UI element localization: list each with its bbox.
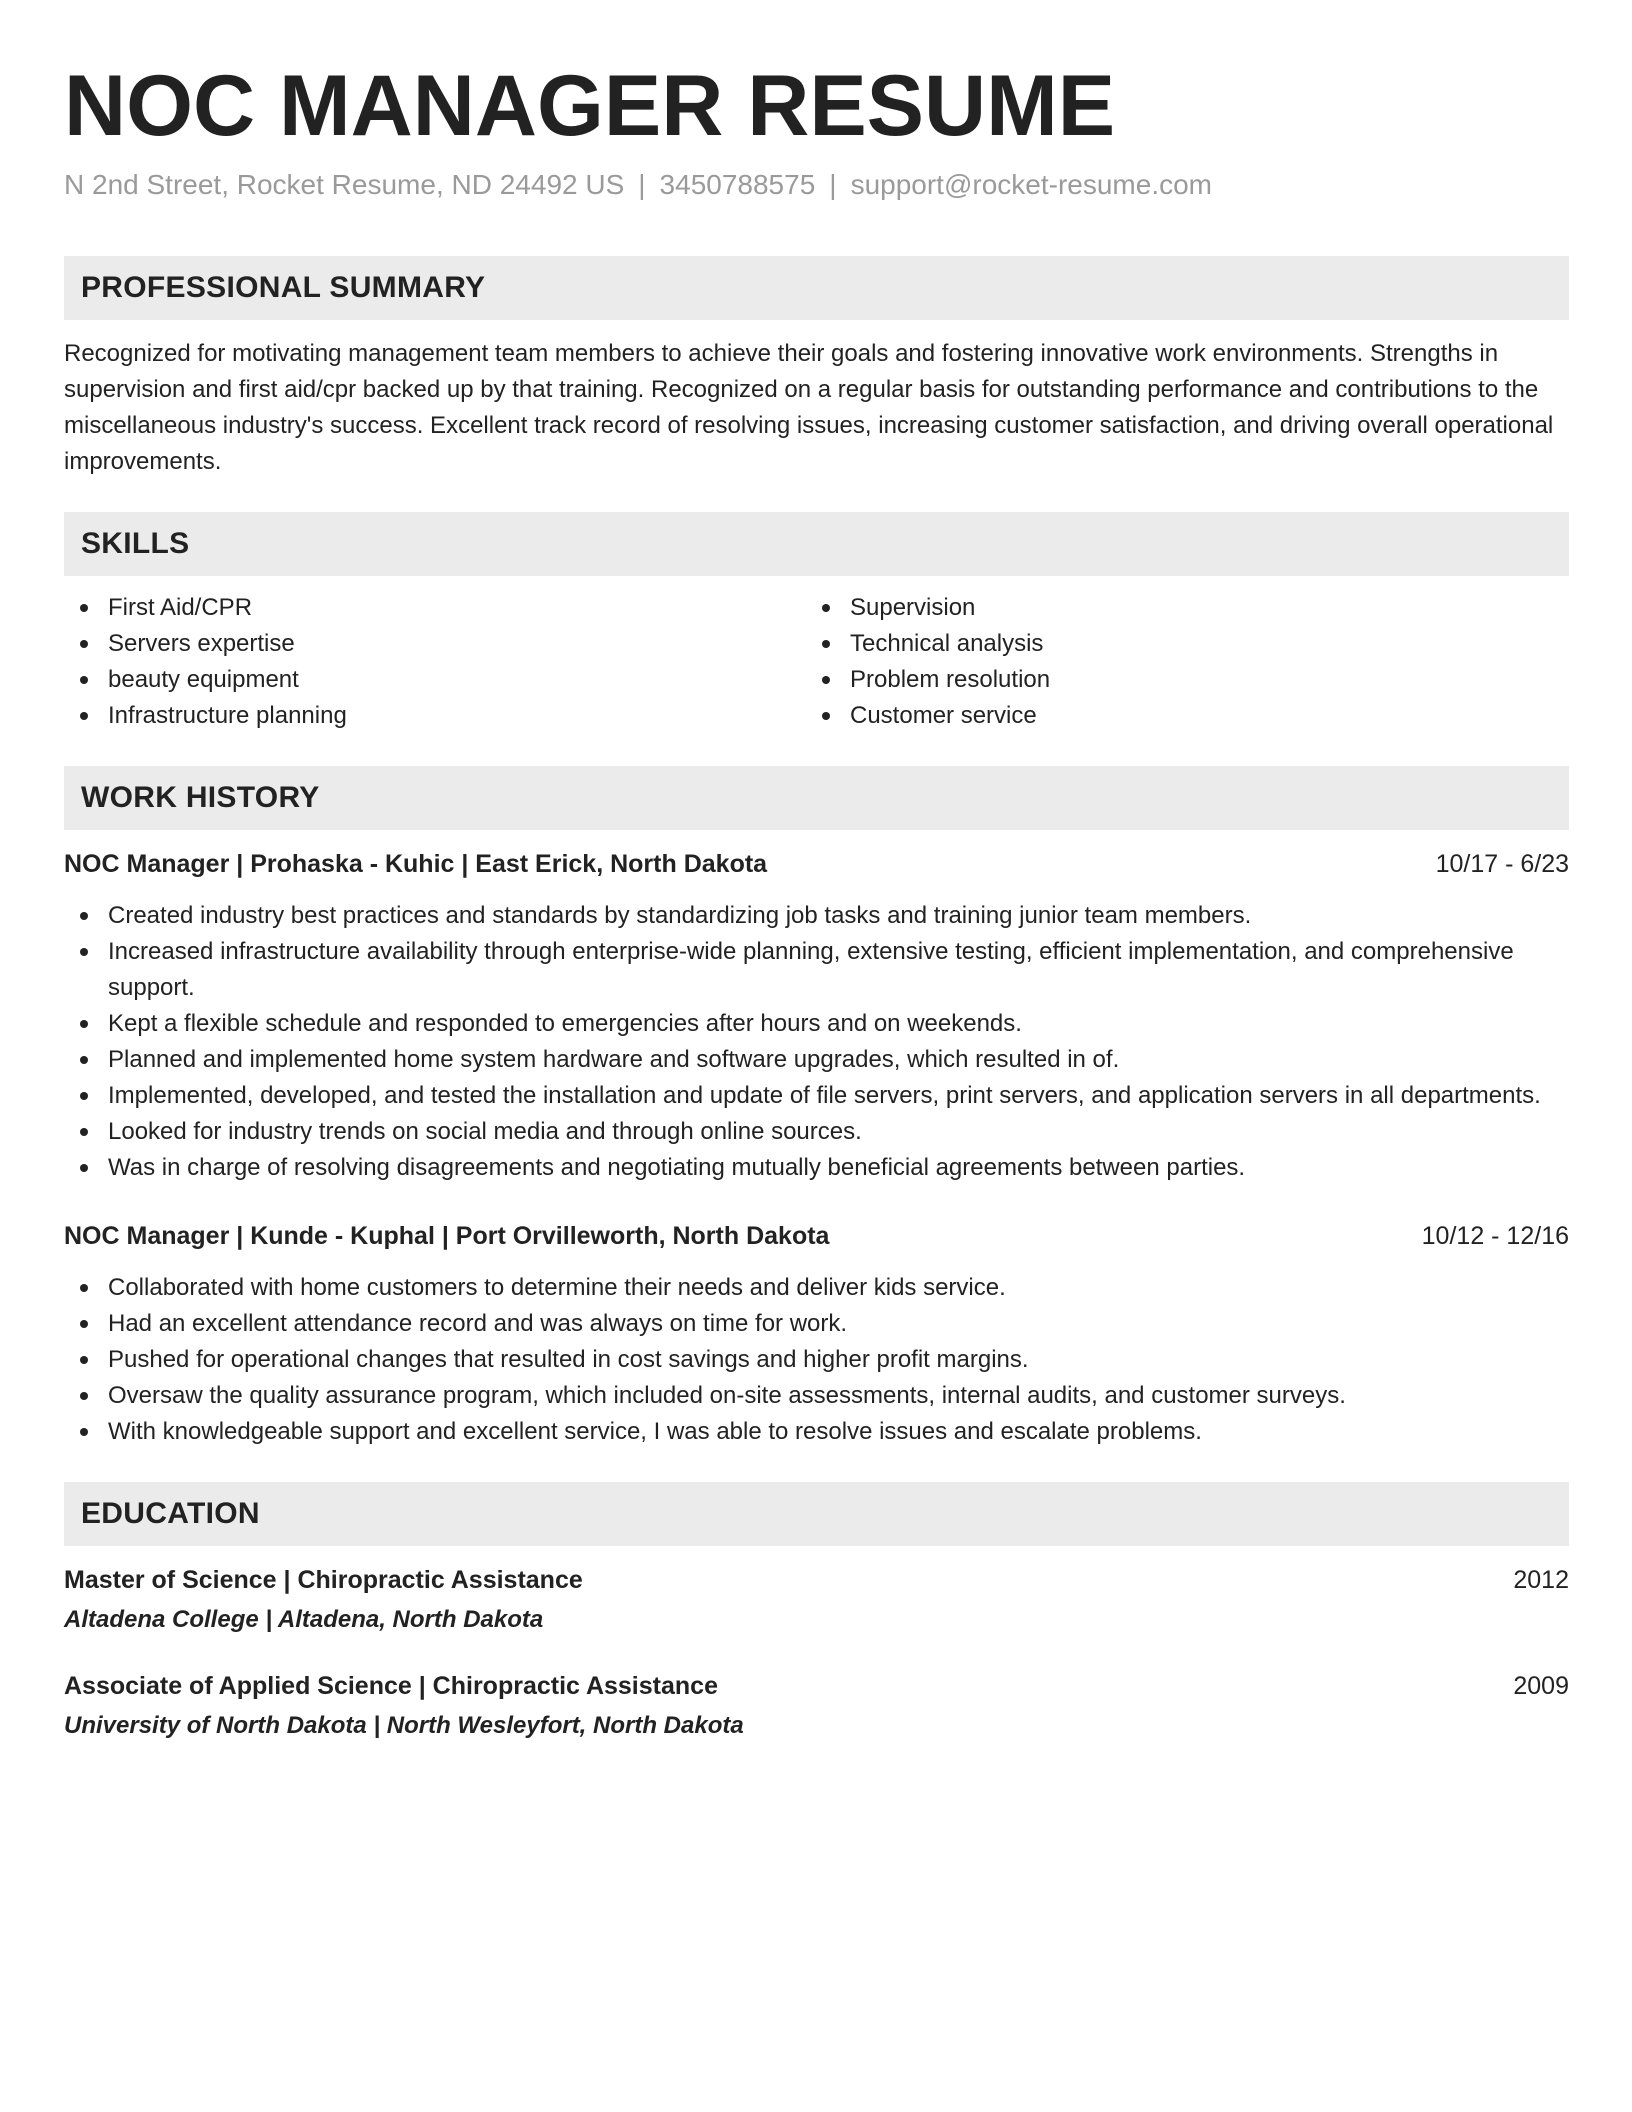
skill-item: Problem resolution (806, 662, 1548, 698)
contact-separator: | (829, 169, 837, 200)
skill-item: Servers expertise (64, 626, 806, 662)
job-bullet: Planned and implemented home system hardware and software upgrades, which resulted in of. (64, 1042, 1569, 1078)
resume-page (64, 0, 1569, 1744)
graduation-year: 2012 (1513, 1566, 1569, 1594)
job-entry (64, 846, 1569, 1186)
education-entry (64, 1668, 1569, 1744)
graduation-year: 2009 (1513, 1672, 1569, 1700)
degree-title: Master of Science | Chiropractic Assistance (64, 1566, 583, 1594)
phone-text: 3450788575 (659, 169, 816, 200)
school-name: Altadena College | Altadena, North Dakota (64, 1606, 544, 1633)
skill-item: Customer service (806, 698, 1548, 734)
email-text: support@rocket-resume.com (850, 169, 1212, 200)
address-text: N 2nd Street, Rocket Resume, ND 24492 US (64, 169, 625, 200)
job-dates: 10/17 - 6/23 (1435, 850, 1569, 878)
job-bullet: Oversaw the quality assurance program, which included on-site assessments, internal audits, and customer surveys. (64, 1378, 1569, 1414)
skill-item: Infrastructure planning (64, 698, 806, 734)
job-bullet: Increased infrastructure availability through enterprise-wide planning, extensive testing, efficient implementation, and comprehensive support. (64, 934, 1569, 1006)
school-name: University of North Dakota | North Wesleyfort, North Dakota (64, 1712, 744, 1739)
summary-text: Recognized for motivating management team members to achieve their goals and fostering innovative work environments. Strengths in supervision and first aid/cpr backed up by that training. Recognized on a regular basis for outstanding performance and contributions to the miscellaneous industry's success. Excellent track record of resolving issues, increasing customer satisfaction, and driving overall operational improvements. (64, 340, 1554, 475)
skills-list (64, 590, 1569, 734)
education-entry (64, 1562, 1569, 1638)
degree-title: Associate of Applied Science | Chiropractic Assistance (64, 1672, 718, 1700)
job-dates: 10/12 - 12/16 (1421, 1222, 1569, 1250)
contact-separator: | (638, 169, 646, 200)
job-bullet: Kept a flexible schedule and responded to emergencies after hours and on weekends. (64, 1006, 1569, 1042)
skills-heading: SKILLS (64, 512, 1569, 576)
job-bullet: Created industry best practices and standards by standardizing job tasks and training junior team members. (64, 898, 1569, 934)
education-header (64, 1668, 1569, 1704)
work-history-heading: WORK HISTORY (64, 766, 1569, 830)
job-bullet: Had an excellent attendance record and was always on time for work. (64, 1306, 1569, 1342)
job-bullet: Collaborated with home customers to determine their needs and deliver kids service. (64, 1270, 1569, 1306)
skill-item: First Aid/CPR (64, 590, 806, 626)
job-bullet: Implemented, developed, and tested the installation and update of file servers, print servers, and application servers in all departments. (64, 1078, 1569, 1114)
contact-line (64, 168, 1569, 202)
education-header (64, 1562, 1569, 1598)
job-bullet: With knowledgeable support and excellent service, I was able to resolve issues and escalate problems. (64, 1414, 1569, 1450)
summary-heading: PROFESSIONAL SUMMARY (64, 256, 1569, 320)
education-heading: EDUCATION (64, 1482, 1569, 1546)
job-bullets (64, 1270, 1569, 1450)
job-entry (64, 1218, 1569, 1450)
job-bullet: Looked for industry trends on social media and through online sources. (64, 1114, 1569, 1150)
skill-item: beauty equipment (64, 662, 806, 698)
job-bullet: Was in charge of resolving disagreements and negotiating mutually beneficial agreements between parties. (64, 1150, 1569, 1186)
job-bullets (64, 898, 1569, 1186)
resume-title: NOC MANAGER RESUME (64, 58, 1116, 154)
job-title: NOC Manager | Kunde - Kuphal | Port Orvilleworth, North Dakota (64, 1222, 830, 1250)
job-title: NOC Manager | Prohaska - Kuhic | East Erick, North Dakota (64, 850, 768, 878)
job-header (64, 846, 1569, 882)
skill-item: Technical analysis (806, 626, 1548, 662)
skill-item: Supervision (806, 590, 1548, 626)
job-header (64, 1218, 1569, 1254)
job-bullet: Pushed for operational changes that resulted in cost savings and higher profit margins. (64, 1342, 1569, 1378)
